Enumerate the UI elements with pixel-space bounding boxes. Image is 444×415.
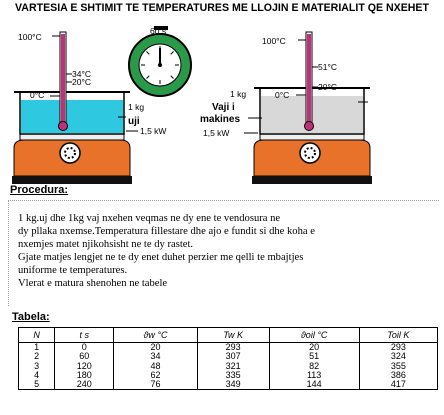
col-header-n: N [19, 328, 55, 343]
left-liquid-label: uji [128, 116, 140, 127]
right-therm-51-label: 51°C [318, 62, 337, 72]
table-cell: 417 [359, 380, 437, 390]
table-cell: 355 [359, 362, 437, 371]
table-cell: 113 [269, 371, 359, 380]
stopwatch-label: 60 s [150, 26, 167, 36]
col-header-water-celsius: ϑw °C [114, 328, 197, 343]
left-water [21, 100, 123, 133]
right-knob-icon [300, 143, 320, 163]
procedure-line: dy pllaka nxemse.Temperatura fillestare dhe ajo e fundit si dhe koha e [18, 226, 315, 237]
table-cell: 34 [114, 352, 197, 361]
left-therm-0-label: 0°C [30, 90, 45, 100]
right-mass-label: 1 kg [230, 89, 247, 99]
col-header-water-kelvin: Tw K [197, 328, 269, 343]
data-table [18, 327, 438, 390]
table-cell: 48 [114, 362, 197, 371]
col-header-oil-kelvin: Toil K [359, 328, 437, 343]
right-therm-20-label: 20°C [318, 82, 337, 92]
right-setup [200, 32, 372, 184]
table-cell: 1 [19, 343, 55, 353]
table-cell: 4 [19, 371, 55, 380]
table-cell: 324 [359, 352, 437, 361]
table-row [19, 380, 438, 390]
left-knob-icon [60, 143, 80, 163]
table-cell: 335 [197, 371, 269, 380]
table-cell: 386 [359, 371, 437, 380]
right-therm-100-label: 100°C [262, 36, 286, 46]
right-liquid-label-2: makines [200, 114, 241, 125]
experiment-illustration [0, 0, 444, 200]
table-heading: Tabela: [12, 311, 50, 323]
table-cell: 307 [197, 352, 269, 361]
table-cell: 82 [269, 362, 359, 371]
page-title: VARTESIA E SHTIMIT TE TEMPERATURES ME LLOJIN E MATERIALIT QE NXEHET [15, 2, 429, 14]
right-therm-0-label: 0°C [275, 90, 290, 100]
procedure-text [18, 212, 438, 290]
table-cell: 180 [55, 371, 114, 380]
procedure-line: Vlerat e matura shenohen ne tabele [18, 278, 168, 289]
col-header-oil-celsius: ϑoil °C [269, 328, 359, 343]
table-cell: 2 [19, 352, 55, 361]
table-cell: 5 [19, 380, 55, 390]
table-cell: 120 [55, 362, 114, 371]
table-cell: 293 [359, 343, 437, 353]
procedure-line: 1 kg.uj dhe 1kg vaj nxehen veqmas ne dy ene te vendosura ne [18, 213, 281, 224]
right-liquid-label-1: Vaji i [212, 102, 235, 113]
table-cell: 51 [269, 352, 359, 361]
table-cell: 349 [197, 380, 269, 390]
right-burner-base [252, 176, 372, 184]
table-cell: 0 [55, 343, 114, 353]
table-header-row [19, 328, 438, 343]
left-power-label: 1,5 kW [140, 126, 167, 136]
left-therm-34-label: 34°C [72, 69, 91, 79]
procedure-heading: Procedura: [10, 184, 69, 196]
table-cell: 20 [114, 343, 197, 353]
table-cell: 76 [114, 380, 197, 390]
table-cell: 20 [269, 343, 359, 353]
procedure-line: uniforme te temperatures. [18, 265, 128, 276]
table-cell: 293 [197, 343, 269, 353]
table-cell: 60 [55, 352, 114, 361]
table-cell: 3 [19, 362, 55, 371]
col-header-time: t s [55, 328, 114, 343]
table-cell: 62 [114, 371, 197, 380]
procedure-line: Gjate matjes lengjet ne te dy enet duhet perzier me qelli te mbajtjes [18, 252, 304, 263]
left-therm-100-label: 100°C [18, 32, 42, 42]
table-cell: 240 [55, 380, 114, 390]
procedure-line: nxemjes matet njikohsisht ne te dy rastet. [18, 239, 194, 250]
table-cell: 321 [197, 362, 269, 371]
left-mass-label: 1 kg [128, 102, 145, 112]
left-burner-base [12, 176, 132, 184]
left-therm-20-label: 20°C [72, 77, 91, 87]
right-power-label: 1,5 kW [203, 128, 230, 138]
table-cell: 144 [269, 380, 359, 390]
stopwatch [129, 26, 191, 96]
